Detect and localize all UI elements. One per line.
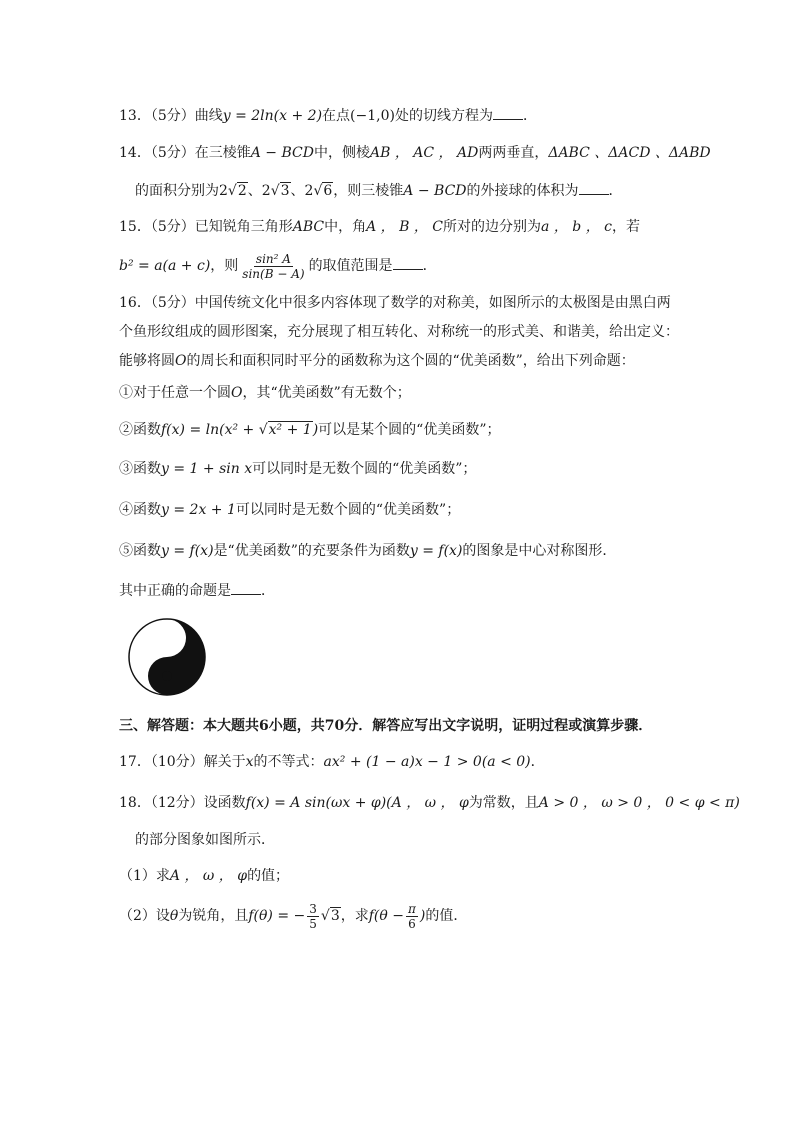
answer-blank[interactable] [393,257,423,270]
fraction: $\frac{\pi}{6}$ [408,901,416,931]
question-18-line-2: 的部分图象如图所示． [135,832,275,848]
question-15-line-2: b² = a(a + c)，则 $\frac{\text{sin² A}}{\sin(B - A)}$ 的取值范围是 ． [119,251,437,281]
proposition-1: ①对于任意一个圆O，其“优美函数”有无数个； [119,385,411,401]
fraction: $\frac{3}{5}$ [309,901,317,931]
question-18-part-2: （2）设θ为锐角，且f(θ) = − $\frac{3}{5}$ √3，求f(θ − $\frac{\pi}{6}$ )的值． [119,901,468,931]
question-18-part-1: （1）求A ， ω ， φ的值； [119,868,290,884]
question-14-line-1: 14．（5分）在三棱锥A − BCD中，侧棱AB ， AC ， AD两两垂直，ΔABC 、ΔACD 、ΔABD [119,145,711,161]
question-16-prompt: 其中正确的命题是 ． [119,583,275,599]
question-16-line-1: 16．（5分）中国传统文化中很多内容体现了数学的对称美，如图所示的太极图是由黑白两 [119,295,671,311]
proposition-3: ③函数y = 1 + sin x可以同时是无数个圆的“优美函数”； [119,461,477,477]
taiji-white-dot [162,633,172,643]
answer-blank[interactable] [493,107,523,120]
question-14-line-2: 的面积分别为2√2、2√3、2√6，则三棱锥A − BCD的外接球的体积为 ． [135,183,623,199]
proposition-5: ⑤函数y = f(x)是“优美函数”的充要条件为函数y = f(x)的图象是中心对称图形． [119,543,617,559]
question-17: 17．（10分）解关于x的不等式：ax² + (1 − a)x − 1 > 0(a < 0)． [119,754,545,770]
proposition-2: ②函数f(x) = ln(x² + √x² + 1)可以是某个圆的“优美函数”； [119,422,501,438]
fraction: $\frac{\text{sin² A}}{\sin(B - A)}$ [242,251,305,281]
proposition-4: ④函数y = 2x + 1可以同时是无数个圆的“优美函数”； [119,502,461,518]
section-3-heading: 三、解答题：本大题共6小题，共70分．解答应写出文字说明，证明过程或演算步骤． [119,718,653,734]
question-18-line-1: 18．（12分）设函数f(x) = A sin(ωx + φ)(A ， ω ， φ为常数，且A > 0 ， ω > 0 ， 0 < φ < π) [119,795,740,811]
answer-blank[interactable] [579,182,609,195]
question-15-line-1: 15．（5分）已知锐角三角形ABC中，角A ， B ， C所对的边分别为a ， b ， c，若 [119,219,640,235]
taiji-black-dot [162,671,172,681]
taiji-diagram [127,617,207,697]
answer-blank[interactable] [231,582,261,595]
question-16-line-2: 个鱼形纹组成的圆形图案，充分展现了相互转化、对称统一的形式美、和谐美，给出定义： [119,324,679,340]
question-16-line-3: 能够将圆O的周长和面积同时平分的函数称为这个圆的“优美函数”，给出下列命题： [119,353,635,369]
question-13: 13．（5分）曲线y = 2ln(x + 2)在点(−1,0)处的切线方程为 ． [119,108,537,124]
